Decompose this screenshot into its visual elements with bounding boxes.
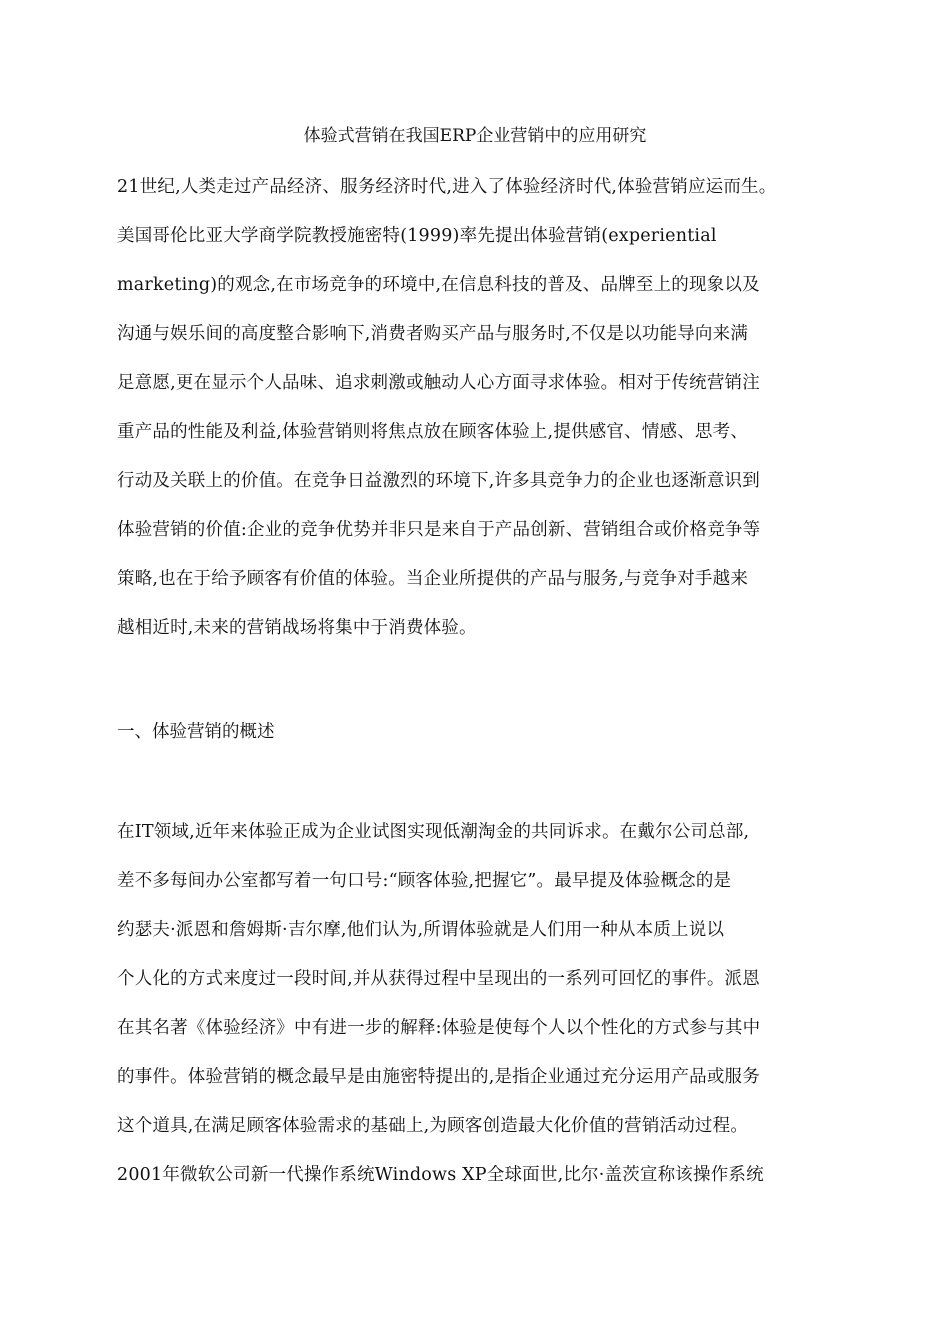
text-line: 在IT领域,近年来体验正成为企业试图实现低潮淘金的共同诉求。在戴尔公司总部, bbox=[117, 822, 750, 842]
text-line: 差不多每间办公室都写着一句口号:“顾客体验,把握它”。最早提及体验概念的是 bbox=[117, 871, 732, 891]
text-line: 美国哥伦比亚大学商学院教授施密特(1999)率先提出体验营销(experiential bbox=[117, 226, 717, 246]
document-title: 体验式营销在我国ERP企业营销中的应用研究 bbox=[303, 126, 647, 146]
text-line: 这个道具,在满足顾客体验需求的基础上,为顾客创造最大化价值的营销活动过程。 bbox=[117, 1116, 749, 1136]
intro-paragraph bbox=[117, 175, 829, 665]
text-line: 策略,也在于给予顾客有价值的体验。当企业所提供的产品与服务,与竞争对手越来 bbox=[117, 569, 749, 589]
text-line: 个人化的方式来度过一段时间,并从获得过程中呈现出的一系列可回忆的事件。派恩 bbox=[117, 969, 760, 989]
text-line: 约瑟夫·派恩和詹姆斯·吉尔摩,他们认为,所谓体验就是人们用一种从本质上说以 bbox=[117, 920, 725, 940]
text-line: 21世纪,人类走过产品经济、服务经济时代,进入了体验经济时代,体验营销应运而生。 bbox=[117, 177, 777, 197]
text-line: 重产品的性能及利益,体验营销则将焦点放在顾客体验上,提供感官、情感、思考、 bbox=[117, 422, 749, 442]
text-line: 的事件。体验营销的概念最早是由施密特提出的,是指企业通过充分运用产品或服务 bbox=[117, 1067, 760, 1087]
text-line: 体验营销的价值:企业的竞争优势并非只是来自于产品创新、营销组合或价格竞争等 bbox=[117, 520, 761, 540]
text-line: 足意愿,更在显示个人品味、追求刺激或触动人心方面寻求体验。相对于传统营销注 bbox=[117, 373, 760, 393]
text-line: 2001年微软公司新一代操作系统Windows XP全球面世,比尔·盖茨宣称该操作系统 bbox=[117, 1165, 764, 1185]
text-line: 越相近时,未来的营销战场将集中于消费体验。 bbox=[117, 618, 477, 638]
section-heading: 一、体验营销的概述 bbox=[117, 722, 275, 742]
text-line: 沟通与娱乐间的高度整合影响下,消费者购买产品与服务时,不仅是以功能导向来满 bbox=[117, 324, 749, 344]
section-1-paragraph bbox=[117, 820, 829, 1212]
text-line: marketing)的观念,在市场竞争的环境中,在信息科技的普及、品牌至上的现象以及 bbox=[117, 275, 760, 295]
text-line: 行动及关联上的价值。在竞争日益激烈的环境下,许多具竞争力的企业也逐渐意识到 bbox=[117, 471, 760, 491]
text-line: 在其名著《体验经济》中有进一步的解释:体验是使每个人以个性化的方式参与其中 bbox=[117, 1018, 761, 1038]
